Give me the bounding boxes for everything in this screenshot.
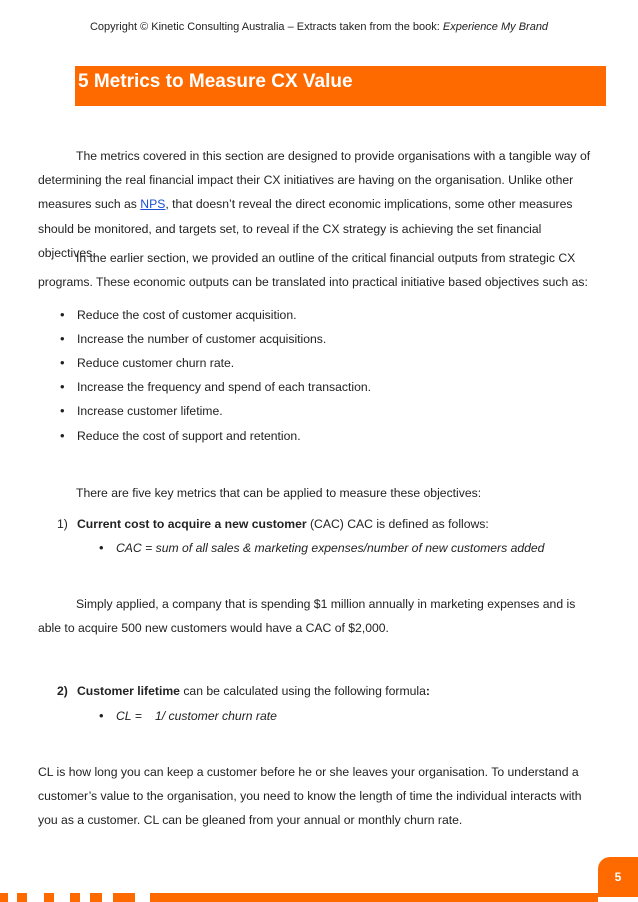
metric-1-name: Current cost to acquire a new customer — [77, 517, 307, 531]
nps-link[interactable]: NPS — [140, 197, 166, 212]
metric-2-number: 2) — [57, 684, 68, 698]
metrics-intro-paragraph: There are five key metrics that can be applied to measure these objectives: — [76, 486, 482, 500]
metric-2-colon: : — [425, 684, 430, 698]
bullet-icon: • — [60, 331, 65, 346]
list-item — [60, 303, 297, 327]
list-item-text: Increase the frequency and spend of each transaction. — [77, 380, 372, 394]
footer-decoration — [0, 893, 638, 902]
footer-segment — [0, 893, 8, 902]
bullet-icon: • — [60, 379, 65, 394]
list-item-text: Reduce the cost of customer acquisition. — [77, 308, 297, 322]
list-item — [60, 327, 326, 351]
footer-segment — [70, 893, 80, 902]
metric-1-heading — [57, 512, 489, 536]
list-item-text: Increase customer lifetime. — [77, 404, 223, 418]
bullet-icon: • — [60, 403, 65, 418]
cl-explanation-paragraph: CL is how long you can keep a customer before he or she leaves your organisation. To understand a customer’s value to the organisation, you need to know the length of time the individual interacts with you as a customer. CL can be gleaned from your annual or monthly churn rate. — [38, 765, 582, 828]
cac-example-paragraph: Simply applied, a company that is spending $1 million annually in marketing expenses and is able to acquire 500 new customers would have a CAC of $2,000. — [38, 597, 576, 636]
list-item-text: Reduce the cost of support and retention. — [77, 429, 301, 443]
footer-segment — [17, 893, 27, 902]
copyright-text: Copyright © Kinetic Consulting Australia – Extracts taken from the book: — [89, 21, 443, 33]
list-item — [60, 424, 301, 448]
list-item — [60, 399, 223, 423]
list-item — [60, 375, 371, 399]
list-item — [60, 351, 234, 375]
bullet-icon: • — [99, 540, 104, 555]
outputs-paragraph: In the earlier section, we provided an outline of the critical financial outputs from strategic CX programs. These economic outputs can be translated into practical initiative based objectives such as: — [38, 251, 588, 290]
bullet-icon: • — [60, 428, 65, 443]
footer-segment — [90, 893, 102, 902]
bullet-icon: • — [60, 307, 65, 322]
list-item-text: Reduce customer churn rate. — [77, 356, 235, 370]
intro-text-end: , that doesn’t reveal the direct economic implications, some other measures should be monitored, and targets set, to reveal if the CX strategy is achieving the set financial objectives. — [38, 197, 573, 260]
cac-formula-text: CAC = sum of all sales & marketing expenses/number of new customers added — [116, 541, 545, 555]
footer-segment — [44, 893, 54, 902]
metric-1-description: (CAC) CAC is defined as follows: — [306, 517, 489, 531]
bullet-icon: • — [99, 708, 104, 723]
metric-2-description: can be calculated using the following formula — [179, 684, 426, 698]
cl-formula — [99, 704, 277, 728]
book-title: Experience My Brand — [442, 21, 549, 33]
metric-1-number: 1) — [57, 517, 68, 531]
footer-segment — [113, 893, 135, 902]
intro-text-start: The metrics covered in this section are designed to provide organisations with a tangible way of determining the real financial impact their CX initiatives are having on the organisation. Unlike other measures such as — [38, 149, 591, 212]
metric-2-heading — [57, 679, 430, 703]
cl-formula-left: CL = — [116, 709, 142, 723]
cl-formula-right: 1/ customer churn rate — [155, 709, 277, 723]
footer-bar-long — [150, 893, 598, 902]
metric-2-name: Customer lifetime — [77, 684, 180, 698]
list-item-text: Increase the number of customer acquisitions. — [77, 332, 327, 346]
page-number: 5 — [598, 857, 638, 897]
page-header — [0, 21, 638, 33]
bullet-icon: • — [60, 355, 65, 370]
cac-formula — [99, 536, 544, 560]
section-title: 5 Metrics to Measure CX Value — [75, 66, 606, 106]
